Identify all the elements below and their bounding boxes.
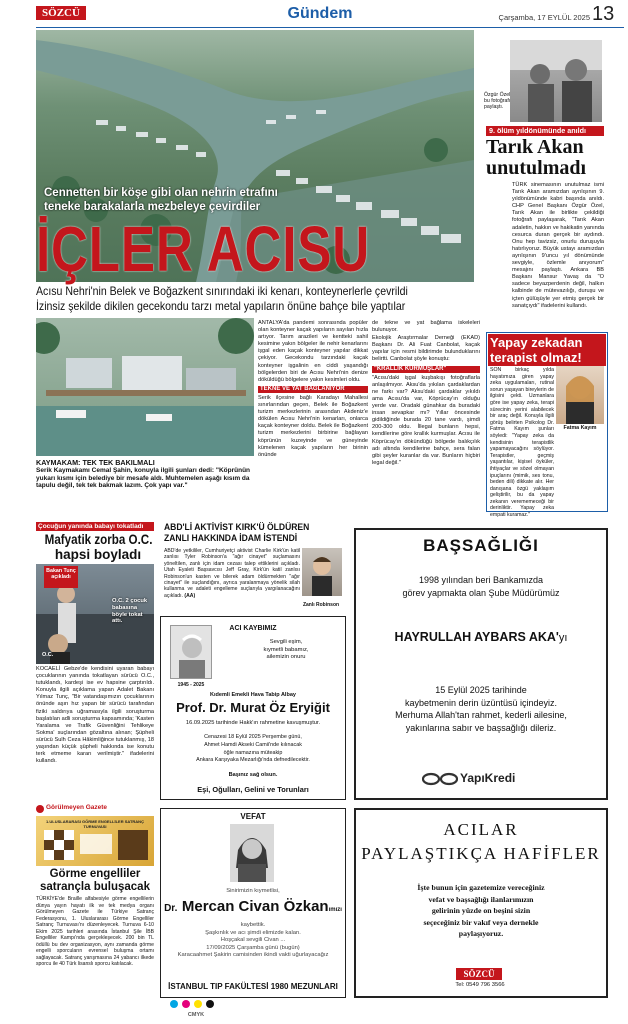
vefat-photo [230,824,274,882]
lead-kicker: Cennetten bir köşe gibi olan nehrin etrafını teneke barakalarla mezbeleye çevirdiler [44,187,278,213]
sozcu-logo: SÖZCÜ [36,6,86,20]
page-header [0,0,628,32]
obit1-death-date: 16.09.2025 tarihinde Hakk'ın rahmetine kavuşmuştur. [185,720,321,726]
lead-column-2: de tekne ve yat bağlama iskeleleri bulunuyor. Ekolojik Araştırmalar Derneği (EKAD) Başkanı Dr. Ali Fuat Canbolat, kaçak yapılar için resmi bildirimde bulunduklarını belirtti. Canbolat şöyle konuştu: "KRALLIK KURMUŞLAR" "Acısu'daki işgal kuşbakışı fotoğraflarla anlaşılmıyor. Aksu'da yıkılan çardaklardan ne farkı var? Aksu'daki çardaklar yıkıldı ama Acısu'da var, Köprücay'ın olduğu yerde var. Oradaki günahkar da buradaki insan sevapkar mı? Yıllar öncesinde gidildiğinde burada 20 tane vardı, şimdi 200-300 oldu. İllegal bunların hepsi, kendilerine göre krallık kurmuşlar. Acısu ile Köprücay'ın dökündüğü bölgede balıkçılık adı altında kendilerine bahçe, sera falan gibi şeyler kuranlar da var. Bunların hiçbiri legal değil." [372,320,480,466]
obit1-poem: Sevgili eşim, kıymetli babamız, ailemizin onuru [263,639,309,660]
yellow-mark [194,1000,202,1008]
acilar-logo: SÖZCÜ [456,968,502,980]
robinson-photo [302,548,342,596]
mafyatik-headline: Mafyatik zorba O.C. hapsi boyladı [44,532,153,562]
tarik-photo-caption: Özgür Özel bu fotoğrafı paylaştı. [484,92,511,111]
gorme-body: TÜRKİYE'de Braille alfabesiyle görme engellilerin dünya yayın hayatı ilk ve tek medya organı Görülmeyen Gazete ile Türkiye Satranç Federasyonu, 1. Uluslararası Görme Engelliler Satranç Turnuvası'nı düzenleyecek. Turnuva 6-10 Ekim 2025 tarihleri arasında İstanbul Şile İBB Engelliler Kampı'nda gerçekleşecek. 200 bin TL ödüllü bu dev organizasyon, aynı zamanda görme engelli sporcuların evrensel buluşma ortamı sağlayacak. Satranç yarışmasına 24 yabancı ilkede sporcu ile 40 Türk lisanslı sporcu katılacak. [36,896,154,967]
subhead-tekne: TEKNE VE YAT BAĞLANIYOR [258,386,368,393]
chess-poster [36,816,154,866]
header-rule [36,27,624,28]
gorme-badge: Görülmeyen Gazete [36,804,148,814]
kaymakam-caption [36,458,254,490]
print-color-marks [170,1000,230,1010]
bassagligi-ad [354,528,608,800]
lead-headline: İÇLER ACISU [36,213,371,285]
bakan-badge: Bakan Tunç açıkladı [44,566,78,588]
vefat-title: VEFAT [240,812,266,821]
obit1-title: ACI KAYBIMIZ [229,625,277,632]
obit1-family: Eşi, Oğulları, Gelini ve Torunları [197,785,309,794]
acilar-text: İşte bunun için gazetemize vereceğiniz vefat ve başsağlığı ilanlarımızın gelirinin yüzde on beşini sizin seçeceğiniz bir vakıf veya dernekle paylaşıyoruz. [417,883,545,938]
black-mark [206,1000,214,1008]
mafyatik-body: KOCAELİ Gebze'de kendisini uyaran babayı çocuklarının yanında tokatlayan sürücü O.C., tutuklandı, kardeşi ise ev hapsine çarptırıldı. Konuyla ilgili açıklama yapan Adalet Bakanı Yılmaz Tunç, "Bir vatandaşımızın çocuklarının önünde aşırı hız yapan bir sürücü tarafından fiziki saldırıya uğramasıyla ilgili soruşturma başlatılan adli soruşturma kapsamında; 'Kasten Yaralama ve Trafik Güvenliğini Tehlikeye Sokma' suçlarından gözaltına alınan; Şüpheli sürücü Sulh Ceza Hâkimliğince tutuklanmış, 18 yaşından küçük şüpheli hakkında ise konutu terk etmeme kararı verilmiştir." ifadelerini kullandı. [36,666,154,765]
bassagligi-text-1: 1998 yılından beri Bankamızda görev yapmakta olan Şube Müdürümüz [402,575,560,598]
vefat-footer: İSTANBUL TIP FAKÜLTESİ 1980 MEZUNLARI [168,982,338,991]
obit1-years: 1945 - 2025 [177,682,205,688]
vefat-name: Dr. Mercan Civan Özkanımızı [164,898,342,915]
vefat-text: kaybettik. Şaşkınlık ve acı şimdi elimizde kalan. Hoşçakal sevgili Civan ... 17/09/2025 Çarşamba günü (bugün) Karacaahmet Şakirin camisinden ikindi vakti uğurlayacağız [177,922,329,959]
bassagligi-text-2: 15 Eylül 2025 tarihinde kaybetmenin derin üzüntüsü içindeyiz. Merhuma Allah'tan rahmet, kederli ailesine, yakınlarına sabır ve başsağlığı dileriz. [395,685,567,733]
gorme-badge-icon [36,805,44,813]
tarik-akan-photo [510,40,602,122]
tarik-body: TÜRK sinemasının unutulmaz ismi Tarık Akan aramızdan ayrılışının 9. yıldönümünde kabri başında anıldı. CHP Genel Başkanı Özgür Özel, Tarık Akan ile birlikte çekildiği fotoğrafı paylaşarak, "Tarık Akan adaletin, hakkın ve hakikatin yanında cesurca duran gerçek bir aydındı. Onu hep tavizsiz, onurlu duruşuyla hatırlıyoruz. Büyük ustayı aramızdan ayrılışının 9'uncu yıl dönümünde sevgiyle, özlemle anıyorum" mesajını paylaştı. Ankara BB Başkanı Mansur Yavaş da "O sadece beyazperdenin değil, halkın kalbinde de mütevazılığı, duruşu ve içten gülüşüyle yer etmiş gerçek bir sanatçıydı" ifadelerini kullandı. [512,182,604,309]
header-date: Çarşamba, 17 EYLÜL 2025 [498,13,590,22]
tarik-kicker: 9. ölüm yıldönümünde anıldı [486,126,604,136]
obit1-name: Prof. Dr. Murat Öz Eryiğit [176,700,330,715]
yapikredi-icon [422,772,458,786]
lead-column-1: ANTALYA'da pandemi sonrasında popüler olan konteyner kaçak yapıların sayıları hızla artıyor. Tarım arazileri ve kentteki sahil kesimine yakın bölgeler ile nehir kenarlarını işgal eden kaçak konteyner yapılar dikkat çekiyor. Gecekondu tarzındaki kaçak konteyner işgalinin en ciddi yaşandığı bölgelerden biri de Acısu Nehri'nin denize döküldüğü bölgelere yakın kesimleri oldu. TEKNE VE YAT BAĞLANIYOR Serik ilçesine bağlı Karadayı Mahallesi sınırlarından geçen, Belek ile Boğazkent turizm merkezlerinin arasından Akdeniz'e dökülen Acısu Nehri'nin kenarları, onlarca kaçak konteyner doldu. Belek ile Boğazkent turizm merkezlerini birbirine bağlayan köprünün kuzeyinde ve güneyinde kümelenen kaçak yapıların her birinin önünde [258,320,368,458]
fatma-kayim-photo [556,366,604,424]
page-number: 13 [592,3,615,25]
magenta-mark [182,1000,190,1008]
mafyatik-photo-caption-2: O.C. [42,652,54,658]
acilar-title: ACILAR PAYLAŞTIKÇA HAFİFLER [361,820,601,863]
robinson-caption: Zanlı Robinson [302,602,340,608]
mafyatik-kicker: Çocuğun yanında babayı tokatladı [36,522,154,531]
river-photo [36,318,254,456]
kirk-body: ABD'de yetkililer, Cumhuriyetçi aktivist Charlie Kirk'ün katil zanlısı Tyler Robinson'a "ağır cinayet" suçlamasını yöneltilen, zanlı için idam cezası talep ettiklerini açıkladı. Utah Eyaleti Başsavcısı Jeff Gray, Kirk'ün katil zanlısı Robinson'un kasten ve bilerek adam öldürmekten "ağır cinayet" ile suçlandığını, ayrıca yaralanmaya yönelik silah kullanma ve adaleti engelleme suçlarıyla yargılanacağını açıkladı. (AA) [164,548,300,599]
subhead-krallik: "KRALLIK KURMUŞLAR" [372,366,480,373]
bassagligi-title: BAŞSAĞLIĞI [423,536,539,555]
obit1-funeral: Cenazesi 18 Eylül 2025 Perşembe günü, Ahmet Hamdi Akseki Camii'nde kılınacak öğle namazına müteakip Ankara Karşıyaka Mezarlığı'nda defnedilecektir. [196,734,310,764]
fatma-photo-caption: Fatma Kayım [563,425,597,431]
ai-headline: Yapay zekadan terapist olmaz! [488,334,606,366]
bassagligi-name: HAYRULLAH AYBARS AKA'yı [394,630,568,644]
cyan-mark [170,1000,178,1008]
obit1-photo [170,625,212,679]
obit1-rank: Kıdemli Emekli Hava Tabip Albay [210,692,296,698]
cmyk-label: CMYK [187,1012,205,1018]
mafyatik-photo-caption: O.C. 2 çocuk babasına böyle tokat attı. [112,598,148,625]
lead-deck: Acısu Nehri'nin Belek ve Boğazkent sınırındaki iki kenarı, konteynerlerle çevrildi İzinsiz şekilde dikilen gecekondu tarzı metal yapıların önüne bahçe bile yaptılar [36,284,408,313]
obit1-condolence: Başınız sağ olsun. [228,772,278,778]
ai-body: SON birkaç yılda hayatımıza giren yapay zeka uygulamaları, rutinal sorun yaşayan bireylerin de ilgisini çekti. Uzmanlara göre ise yapay zeka, terapi sürecinin yerini alabilecek bir araç değil. Konuyla ilgili görüş belirten Psikolog Dr. Fatma Kayım şunları söyledi: "Yapay zeka da kendisinin terapistlik yapamayacağını söylüyor. Terapistler, geçmiş yaşantılar, kişisel öyküler, ihtiyaçlar ve sözel olmayan ipuçlarını (mimik, ses tonu, beden dili) dikkate alır. Her danışana özgü yaklaşım geliştirilir, bu da yapay zekanın verememeceği bir derinliktir. Yapay zeka empati kuramaz." [490,367,554,519]
vefat-intro: Sinirimizin kıymetlisi, [226,888,280,894]
poster-title: 1.ULUSLARARASI GÖRME ENGELLİLER SATRANÇ TURNUVASI [46,819,144,829]
acilar-phone: Tel: 0549 796 3566 [455,982,505,988]
yapikredi-logo: YapıKredi [422,770,542,788]
section-title: Gündem [287,5,353,22]
caption-title: KAYMAKAM: TEK TEK BAKILMALI [36,458,155,467]
caption-text: Serik Kaymakamı Cemal Şahin, konuyla ilgili şunları dedi: "Köprünün yukarı kısmı için belediye bir mesafe aldı. Muhtemelen aşağı kısım da tapulu değil, tek tek bakmak lazım. Çok yapı var." [36,467,251,490]
gorme-headline: Görme engelliler satrançla buluşacak [40,868,150,893]
tarik-headline: Tarık Akan unutulmadı [486,136,587,179]
kirk-headline: ABD'Lİ AKTİVİST KIRK'Ü ÖLDÜREN ZANLI HAKKINDA İDAM İSTENDİ [164,522,310,544]
